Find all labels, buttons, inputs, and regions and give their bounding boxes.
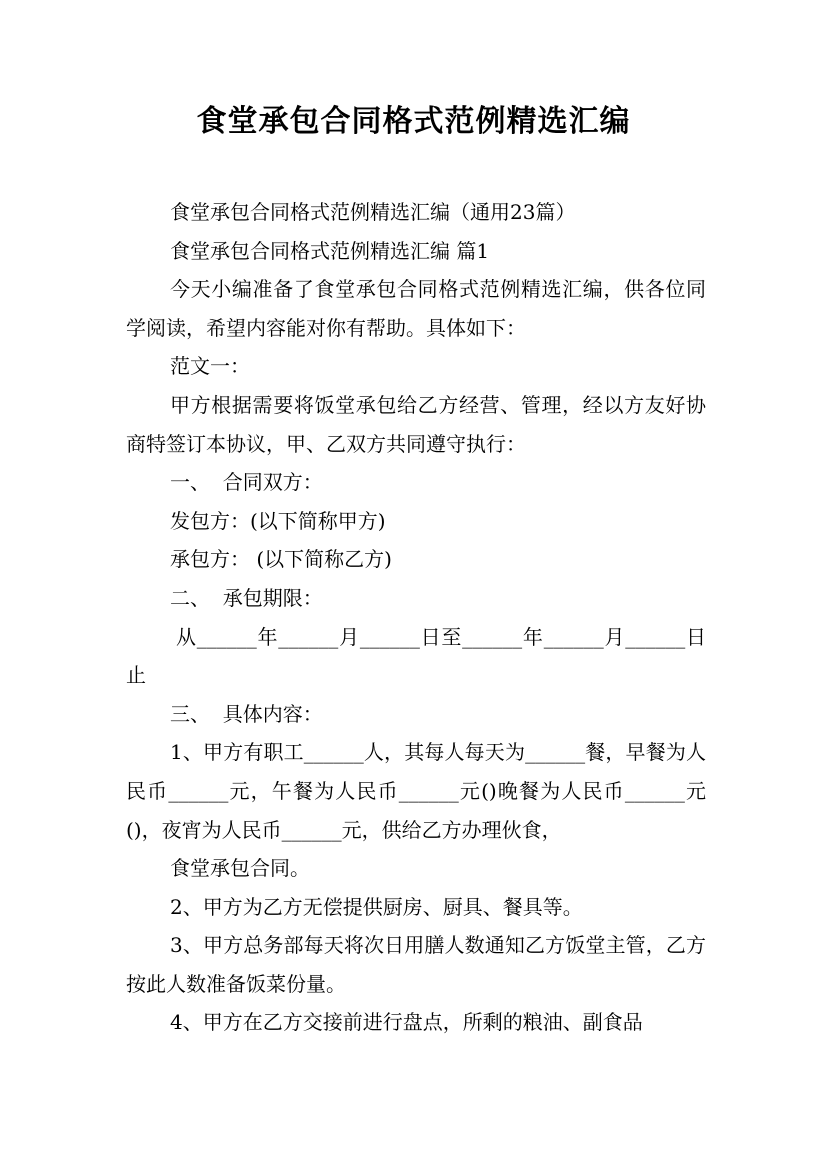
paragraph-clause-term: 二、 承包期限： <box>170 585 323 610</box>
paragraph-item-4: 4、甲方在乙方交接前进行盘点，所剩的粮油、副食品 <box>170 1010 643 1035</box>
paragraph-clause-parties: 一、 合同双方： <box>170 470 323 495</box>
paragraph-intro: 今天小编准备了食堂承包合同格式范例精选汇编，供各位同学阅读，希望内容能对你有帮助。具体如下： <box>126 277 706 340</box>
paragraph-clause-content: 三、 具体内容： <box>170 701 323 726</box>
paragraph-party-b: 承包方： (以下简称乙方) <box>170 547 392 572</box>
paragraph-section-heading: 食堂承包合同格式范例精选汇编 篇1 <box>170 238 490 263</box>
document-title: 食堂承包合同格式范例精选汇编 <box>196 104 631 139</box>
paragraph-sample-label: 范文一： <box>170 354 250 379</box>
paragraph-party-a: 发包方：(以下简称甲方) <box>170 508 386 533</box>
paragraph-preamble: 甲方根据需要将饭堂承包给乙方经营、管理，经以方友好协商特签订本协议，甲、乙双方共同遵守执行： <box>126 392 706 456</box>
paragraph-item-3: 3、甲方总务部每天将次日用膳人数通知乙方饭堂主管，乙方按此人数准备饭菜份量。 <box>126 933 706 996</box>
paragraph-item-2: 2、甲方为乙方无偿提供厨房、厨具、餐具等。 <box>170 894 583 919</box>
paragraph-subtitle: 食堂承包合同格式范例精选汇编（通用23篇） <box>170 200 576 224</box>
document-body <box>126 193 706 1042</box>
paragraph-item-1: 1、甲方有职工______人，其每人每天为______餐，早餐为人民币______元，午餐为人民币______元()晚餐为人民币______元()，夜宵为人民币______元，供给乙方办理伙食， <box>126 740 706 842</box>
paragraph-contract-note: 食堂承包合同。 <box>170 856 310 881</box>
paragraph-term-dates: 从______年______月______日至______年______月______日止 <box>126 624 706 688</box>
